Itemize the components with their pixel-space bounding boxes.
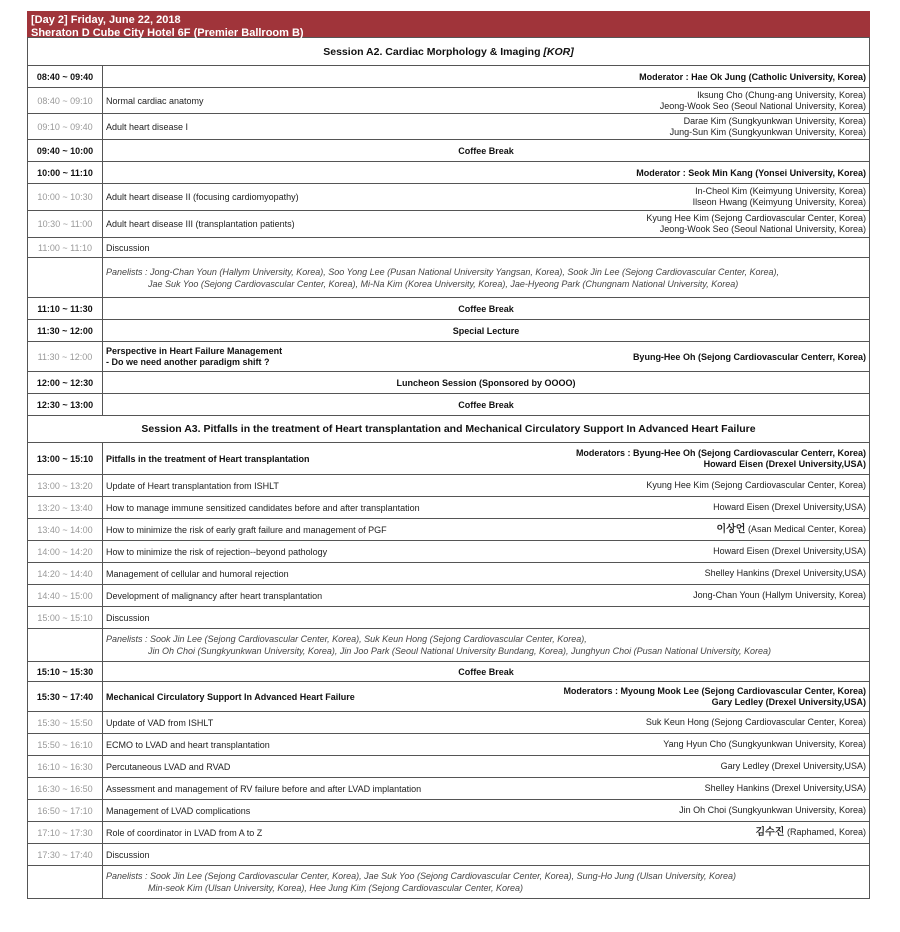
break-label: Coffee Break <box>103 140 870 162</box>
talk-time: 13:40 ~ 14:00 <box>28 519 103 541</box>
venue: Sheraton D Cube City Hotel 6F (Premier Ballroom B) <box>31 27 304 39</box>
speaker: Jeong-Wook Seo (Seoul National University, Korea) <box>659 100 866 111</box>
break-time: 12:30 ~ 13:00 <box>28 394 103 416</box>
talk-row <box>28 114 870 140</box>
discussion-row <box>28 844 870 866</box>
break-label: Coffee Break <box>103 394 870 416</box>
talk-title: Development of malignancy after heart transplantation <box>106 590 323 601</box>
session-a2-title-row <box>28 38 870 66</box>
talk-title: Role of coordinator in LVAD from A to Z <box>106 827 263 838</box>
talk-row <box>28 778 870 800</box>
speaker-korean-name: 이상언 <box>716 524 746 535</box>
panelists-row <box>28 629 870 662</box>
talk-title: Perspective in Heart Failure Management <box>106 345 283 356</box>
moderator: Moderator : Seok Min Kang (Yonsei University, Korea) <box>103 162 870 184</box>
day-date: [Day 2] Friday, June 22, 2018 <box>31 14 181 26</box>
talk-title: Assessment and management of RV failure before and after LVAD implantation <box>106 783 422 794</box>
talk-time: 11:30 ~ 12:00 <box>28 342 103 372</box>
speaker: Jeong-Wook Seo (Seoul National University, Korea) <box>659 224 866 234</box>
speaker: Suk Keun Hong (Sejong Cardiovascular Center, Korea) <box>645 717 866 727</box>
discussion-time: 11:00 ~ 11:10 <box>28 238 103 258</box>
speaker: (Asan Medical Center, Korea) <box>745 524 866 534</box>
luncheon-row <box>28 372 870 394</box>
moderator: Howard Eisen (Drexel University,USA) <box>703 458 866 469</box>
talk-title: Adult heart disease III (transplantation patients) <box>106 219 295 229</box>
talk-title: Update of Heart transplantation from ISHLT <box>106 480 279 491</box>
luncheon-time: 12:00 ~ 12:30 <box>28 372 103 394</box>
talk-row <box>28 475 870 497</box>
speaker-korean-name: 김수진 <box>755 827 785 838</box>
discussion-row <box>28 607 870 629</box>
panelists-line: Jin Oh Choi (Sungkyunkwan University, Korea), Jin Joo Park (Seoul National University Bundang, Korea), Junghyun Choi (Pusan National University, Korea) <box>148 646 771 656</box>
block-row <box>28 162 870 184</box>
speaker: Shelley Hankins (Drexel University,USA) <box>704 783 866 793</box>
talk-row <box>28 712 870 734</box>
moderator: Moderators : Myoung Mook Lee (Sejong Cardiovascular Center, Korea) <box>563 685 866 696</box>
talk-time: 10:30 ~ 11:00 <box>28 211 103 238</box>
talk-row <box>28 800 870 822</box>
talk-time: 09:10 ~ 09:40 <box>28 114 103 140</box>
talk-title: Percutaneous LVAD and RVAD <box>106 761 231 772</box>
block-row <box>28 443 870 475</box>
schedule-table <box>27 37 870 899</box>
talk-subtitle: - Do we need another paradigm shift ? <box>106 356 270 367</box>
talk-title: ECMO to LVAD and heart transplantation <box>106 739 270 750</box>
block-time: 15:30 ~ 17:40 <box>28 682 103 712</box>
panelists-line: Jae Suk Yoo (Sejong Cardiovascular Center, Korea), Mi-Na Kim (Korea University, Korea), Jae-Hyeong Park (Chungnam National University, Korea) <box>148 278 739 289</box>
speaker: Ilseon Hwang (Keimyung University, Korea) <box>692 197 866 207</box>
talk-title: Normal cardiac anatomy <box>106 95 204 106</box>
talk-title: Adult heart disease II (focusing cardiomyopathy) <box>106 192 299 202</box>
speaker: Darae Kim (Sungkyunkwan University, Korea) <box>683 115 866 126</box>
session-a2-title: Session A2. Cardiac Morphology & Imaging [KOR] <box>28 38 870 66</box>
discussion-label: Discussion <box>103 607 870 629</box>
discussion-time: 17:30 ~ 17:40 <box>28 844 103 866</box>
block-time: 13:00 ~ 15:10 <box>28 443 103 475</box>
block-title: Mechanical Circulatory Support In Advanced Heart Failure <box>106 691 355 702</box>
break-time: 15:10 ~ 15:30 <box>28 662 103 682</box>
session-a2-tag: [KOR] <box>543 45 574 58</box>
talk-row <box>28 585 870 607</box>
block-time: 08:40 ~ 09:40 <box>28 66 103 88</box>
talk-title: Management of LVAD complications <box>106 805 251 816</box>
speaker: Kyung Hee Kim (Sejong Cardiovascular Center, Korea) <box>646 480 866 490</box>
speaker: Jong-Chan Youn (Hallym University, Korea) <box>693 590 866 600</box>
talk-time: 15:30 ~ 15:50 <box>28 712 103 734</box>
speaker: In-Cheol Kim (Keimyung University, Korea) <box>695 186 866 196</box>
talk-row <box>28 519 870 541</box>
talk-time: 14:40 ~ 15:00 <box>28 585 103 607</box>
program-sheet <box>27 11 870 899</box>
speaker: Jin Oh Choi (Sungkyunkwan University, Korea) <box>679 805 866 815</box>
lecture-label: Special Lecture <box>103 320 870 342</box>
talk-time: 16:10 ~ 16:30 <box>28 756 103 778</box>
speaker: (Raphamed, Korea) <box>784 827 866 837</box>
break-row <box>28 394 870 416</box>
block-row <box>28 682 870 712</box>
block-row <box>28 66 870 88</box>
panelists-line: Panelists : Sook Jin Lee (Sejong Cardiovascular Center, Korea), Suk Keun Hong (Sejong Cardiovascular Center, Korea), <box>106 634 587 644</box>
talk-time: 13:20 ~ 13:40 <box>28 497 103 519</box>
talk-time: 16:30 ~ 16:50 <box>28 778 103 800</box>
moderator: Gary Ledley (Drexel University,USA) <box>711 696 866 707</box>
discussion-label: Discussion <box>103 844 870 866</box>
speaker: Howard Eisen (Drexel University,USA) <box>713 546 866 556</box>
speaker: Howard Eisen (Drexel University,USA) <box>713 502 866 512</box>
speaker: Byung-Hee Oh (Sejong Cardiovascular Centerr, Korea) <box>632 351 866 362</box>
panelists-line: Panelists : Sook Jin Lee (Sejong Cardiovascular Center, Korea), Jae Suk Yoo (Sejong Cardiovascular Center, Korea), Sung-Ho Jung (Ulsan University, Korea) <box>106 871 736 881</box>
speaker: Iksung Cho (Chung-ang University, Korea) <box>697 89 866 100</box>
talk-time: 13:00 ~ 13:20 <box>28 475 103 497</box>
break-row <box>28 298 870 320</box>
moderator: Moderators : Byung-Hee Oh (Sejong Cardiovascular Centerr, Korea) <box>575 447 866 458</box>
discussion-time: 15:00 ~ 15:10 <box>28 607 103 629</box>
lecture-time: 11:30 ~ 12:00 <box>28 320 103 342</box>
panelists-row <box>28 258 870 298</box>
talk-row <box>28 822 870 844</box>
session-a3-title-row <box>28 416 870 443</box>
talk-time: 15:50 ~ 16:10 <box>28 734 103 756</box>
break-row <box>28 140 870 162</box>
block-time: 10:00 ~ 11:10 <box>28 162 103 184</box>
speaker: Kyung Hee Kim (Sejong Cardiovascular Center, Korea) <box>646 213 866 223</box>
talk-row <box>28 756 870 778</box>
luncheon-label: Luncheon Session (Sponsored by OOOO) <box>103 372 870 394</box>
discussion-label: Discussion <box>103 238 870 258</box>
talk-row <box>28 88 870 114</box>
break-label: Coffee Break <box>103 298 870 320</box>
talk-title: Update of VAD from ISHLT <box>106 717 214 728</box>
speaker: Yang Hyun Cho (Sungkyunkwan University, Korea) <box>663 739 866 749</box>
talk-row <box>28 211 870 238</box>
talk-title: Management of cellular and humoral rejection <box>106 568 289 579</box>
break-time: 11:10 ~ 11:30 <box>28 298 103 320</box>
moderator: Moderator : Hae Ok Jung (Catholic University, Korea) <box>103 66 870 88</box>
talk-row <box>28 184 870 211</box>
lecture-row <box>28 320 870 342</box>
session-a3-title: Session A3. Pitfalls in the treatment of Heart transplantation and Mechanical Circulatory Support In Advanced Heart Failure <box>28 416 870 443</box>
talk-time: 16:50 ~ 17:10 <box>28 800 103 822</box>
talk-time: 08:40 ~ 09:10 <box>28 88 103 114</box>
panelists-row <box>28 866 870 899</box>
talk-time: 14:20 ~ 14:40 <box>28 563 103 585</box>
speaker: Jung-Sun Kim (Sungkyunkwan University, Korea) <box>669 126 866 137</box>
break-time: 09:40 ~ 10:00 <box>28 140 103 162</box>
talk-row <box>28 734 870 756</box>
talk-title: How to minimize the risk of early graft failure and management of PGF <box>106 524 387 535</box>
day-header <box>27 11 870 37</box>
break-row <box>28 662 870 682</box>
panelists-line: Panelists : Jong-Chan Youn (Hallym University, Korea), Soo Yong Lee (Pusan National University Yangsan, Korea), Sook Jin Lee (Sejong Cardiovascular Center, Korea), <box>106 266 780 277</box>
talk-row <box>28 342 870 372</box>
talk-row <box>28 541 870 563</box>
talk-title: How to minimize the risk of rejection--beyond pathology <box>106 546 328 557</box>
talk-time: 10:00 ~ 10:30 <box>28 184 103 211</box>
talk-title: Adult heart disease I <box>106 121 189 132</box>
block-title: Pitfalls in the treatment of Heart transplantation <box>106 453 310 464</box>
speaker: Gary Ledley (Drexel University,USA) <box>720 761 866 771</box>
panelists-line: Min-seok Kim (Ulsan University, Korea), Hee Jung Kim (Sejong Cardiovascular Center, Korea) <box>148 883 523 893</box>
talk-title: How to manage immune sensitized candidates before and after transplantation <box>106 502 420 513</box>
talk-time: 14:00 ~ 14:20 <box>28 541 103 563</box>
break-label: Coffee Break <box>103 662 870 682</box>
speaker: Shelley Hankins (Drexel University,USA) <box>704 568 866 578</box>
discussion-row <box>28 238 870 258</box>
talk-row <box>28 563 870 585</box>
talk-time: 17:10 ~ 17:30 <box>28 822 103 844</box>
talk-row <box>28 497 870 519</box>
